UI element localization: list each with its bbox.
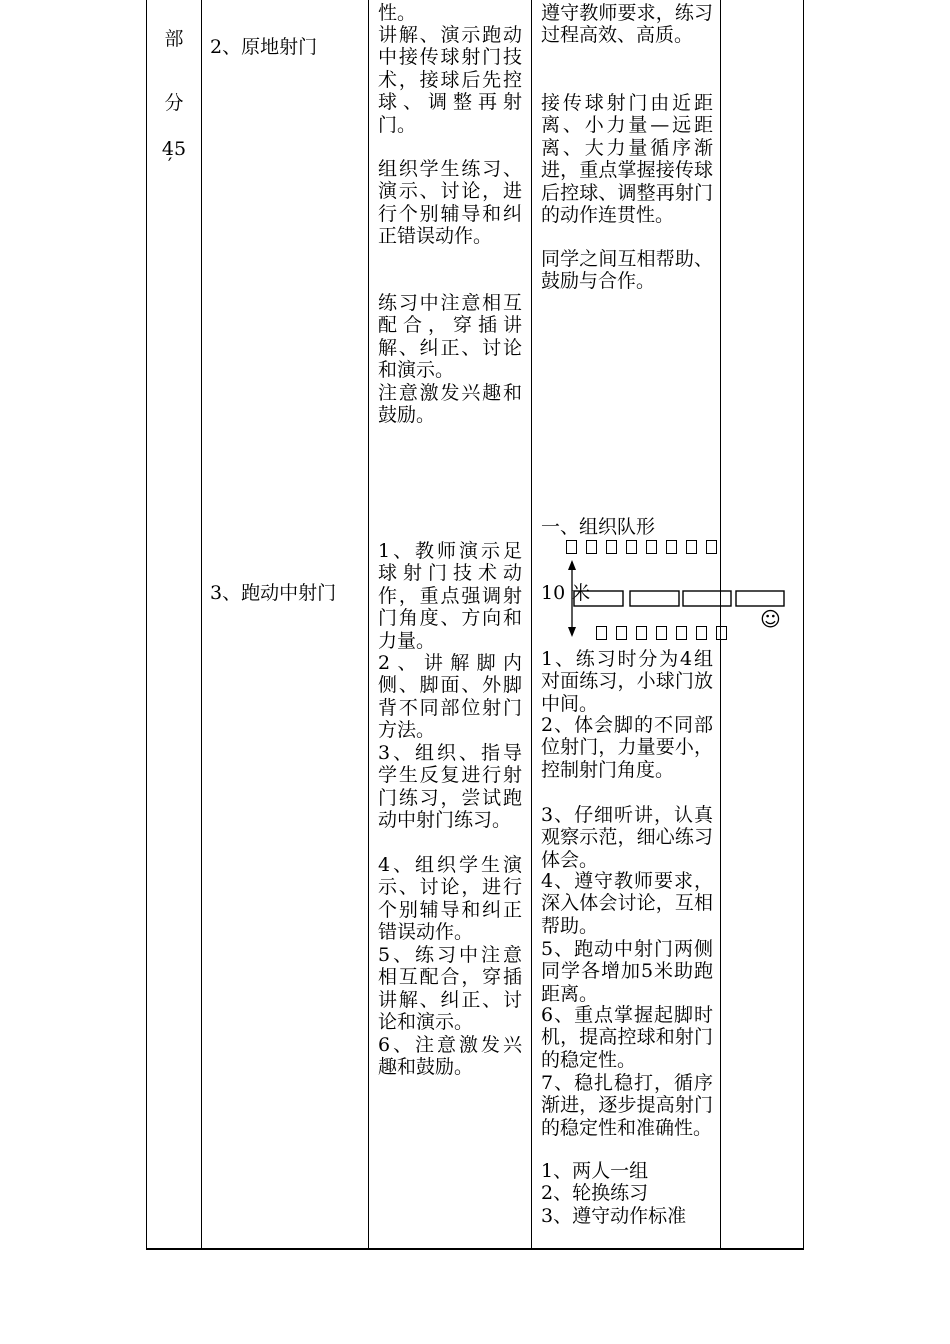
small-goal	[574, 591, 623, 606]
method-row-1-para-4: 注意激发兴趣和鼓励。	[378, 382, 522, 427]
players-bottom-row	[596, 626, 736, 644]
method-row-1-line-1: 性。	[378, 2, 417, 24]
method-row-2-step-5: 5、练习中注意相互配合，穿插讲解、纠正、讨论和演示。	[378, 944, 522, 1034]
small-goal	[683, 591, 731, 606]
organization-row-2-note-3: 3、遵守动作标准	[541, 1205, 687, 1227]
part-duration-minutes: 45	[161, 138, 187, 160]
player-marker	[616, 626, 627, 640]
table-border-bottom	[146, 1248, 804, 1250]
organization-row-1-para-3: 同学之间互相帮助、鼓励与合作。	[541, 248, 713, 293]
organization-row-2-point-1: 1、练习时分为4组对面练习，小球门放中间。	[541, 648, 713, 715]
item-row-1: 2、原地射门	[210, 36, 318, 58]
player-marker	[676, 626, 687, 640]
organization-row-2-point-6: 6、重点掌握起脚时机，提高控球和射门的稳定性。	[541, 1004, 713, 1071]
method-row-2-step-4: 4、组织学生演示、讨论，进行个别辅导和纠正错误动作。	[378, 854, 522, 944]
method-row-1-para-1: 讲解、演示跑动中接传球射门技术，接球后先控球、调整再射门。	[378, 24, 522, 136]
player-marker	[656, 626, 667, 640]
method-row-1-para-2: 组织学生练习、演示、讨论，进行个别辅导和纠正错误动作。	[378, 158, 522, 248]
smiley-icon: ☺	[760, 607, 781, 631]
organization-row-2-note-2: 2、轮换练习	[541, 1182, 649, 1204]
item-row-2: 3、跑动中射门	[210, 582, 337, 604]
organization-row-2-point-5: 5、跑动中射门两侧同学各增加5米助跑距离。	[541, 938, 713, 1005]
organization-row-2-note-1: 1、两人一组	[541, 1160, 649, 1182]
method-row-2-step-6: 6、注意激发兴趣和鼓励。	[378, 1034, 522, 1079]
small-goal	[736, 591, 784, 606]
method-row-2-step-1: 1、教师演示足球射门技术动作，重点强调射门角度、方向和力量。	[378, 540, 522, 652]
method-row-1-para-3: 练习中注意相互配合，穿插讲解、纠正、讨论和演示。	[378, 292, 522, 382]
part-label-char-2: 分	[164, 92, 184, 114]
arrow-up-head	[568, 560, 576, 570]
formation-diagram	[535, 510, 795, 645]
column-divider-2	[368, 0, 369, 1250]
organization-row-1-para-1: 遵守教师要求，练习过程高效、高质。	[541, 2, 713, 47]
method-row-2-step-3: 3、组织、指导学生反复进行射门练习，尝试跑动中射门练习。	[378, 742, 522, 832]
distance-label: 10 米	[541, 582, 591, 604]
column-divider-1	[201, 0, 202, 1250]
column-divider-3	[531, 0, 532, 1250]
organization-row-1-para-2: 接传球射门由近距离、小力量—远距离、大力量循序渐进，重点掌握接传球后控球、调整再射门的动作连贯性。	[541, 92, 713, 227]
organization-row-2-point-4: 4、遵守教师要求，深入体会讨论，互相帮助。	[541, 870, 713, 937]
part-duration-prime: ′	[167, 154, 173, 176]
player-marker	[696, 626, 707, 640]
organization-row-2-point-2: 2、体会脚的不同部位射门，力量要小，控制射门角度。	[541, 714, 713, 781]
player-marker	[596, 626, 607, 640]
table-border-left	[146, 0, 147, 1250]
diagram-title: 一、组织队形	[541, 516, 656, 538]
method-row-2-step-2: 2、讲解脚内侧、脚面、外脚背不同部位射门方法。	[378, 652, 522, 742]
player-marker	[636, 626, 647, 640]
arrow-down-head	[568, 627, 576, 637]
table-border-right	[803, 0, 804, 1250]
organization-row-2-point-3: 3、仔细听讲，认真观察示范，细心练习体会。	[541, 804, 713, 871]
organization-row-2-point-7: 7、稳扎稳打，循序渐进，逐步提高射门的稳定性和准确性。	[541, 1072, 713, 1139]
part-label-char-1: 部	[164, 28, 184, 50]
player-marker	[716, 626, 727, 640]
small-goal	[630, 591, 679, 606]
